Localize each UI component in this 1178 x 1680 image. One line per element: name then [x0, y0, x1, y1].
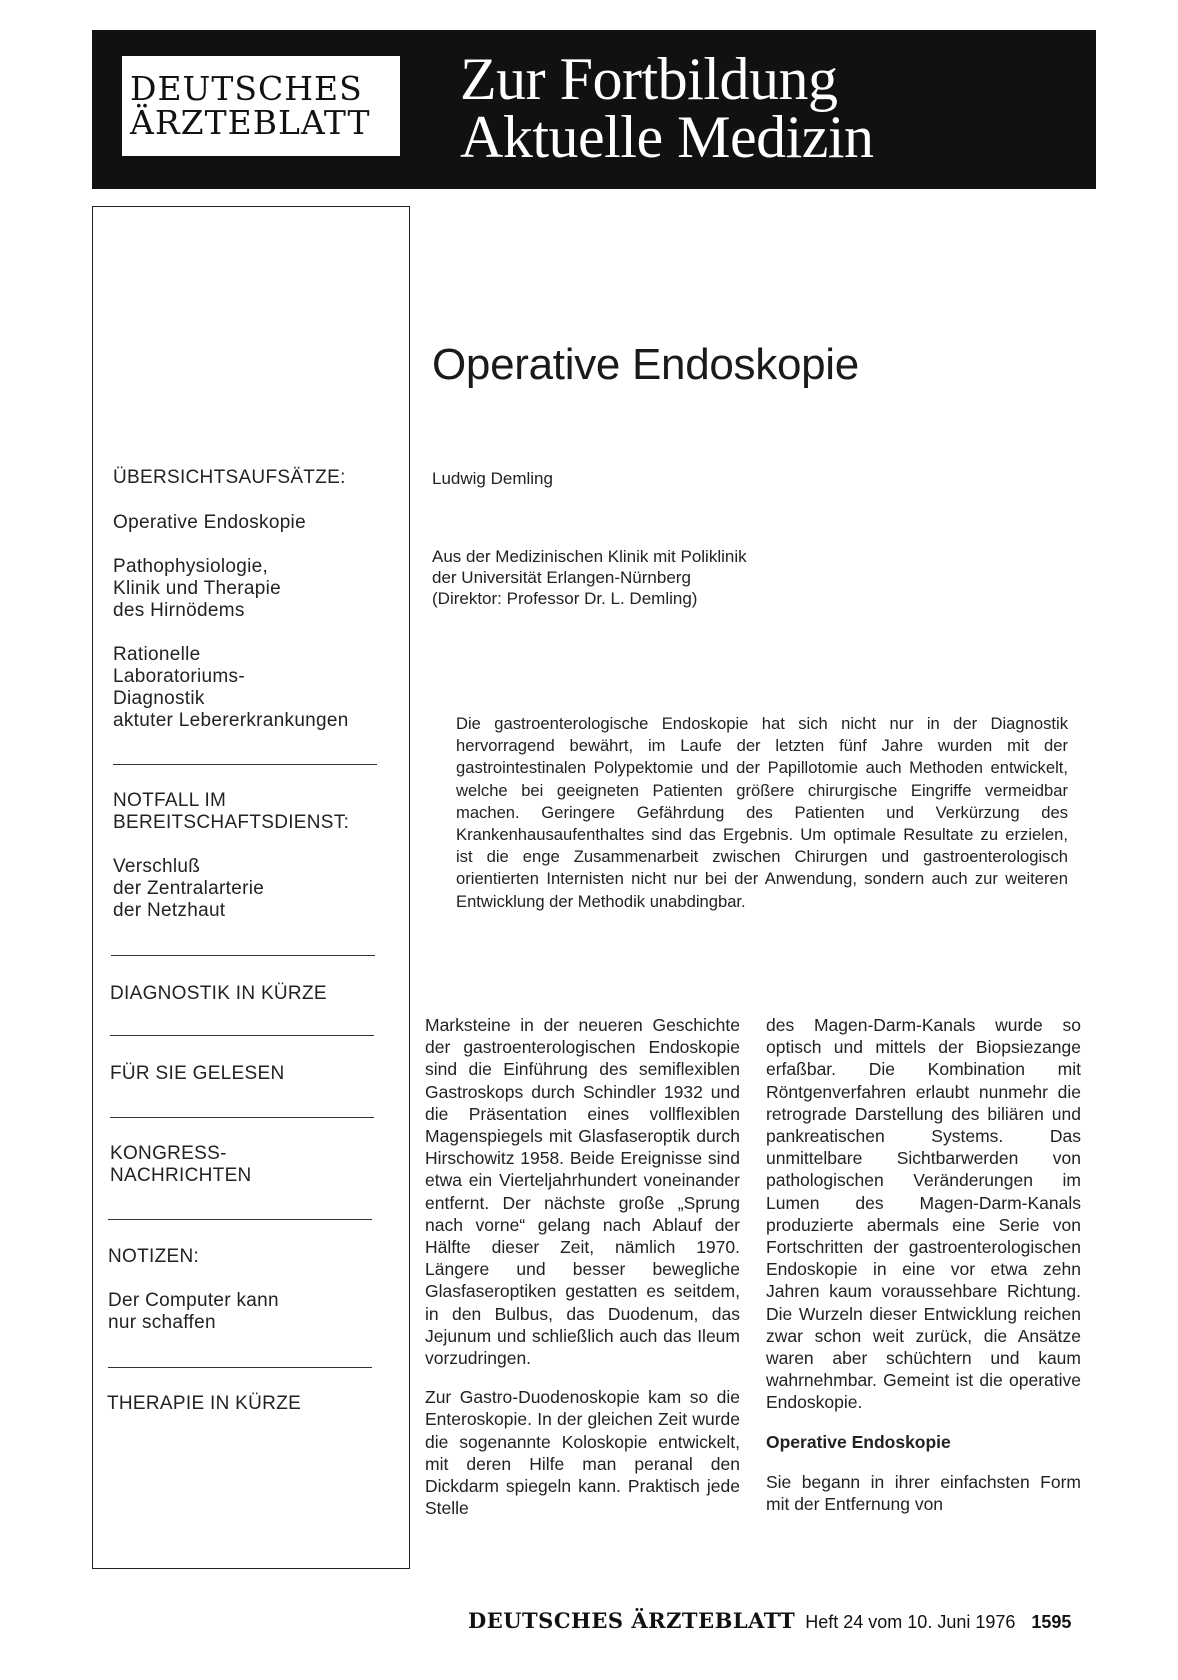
- sidebar-item-hirnoedem-2[interactable]: Klinik und Therapie: [113, 578, 282, 599]
- sidebar-heading-notizen: NOTIZEN:: [108, 1246, 200, 1267]
- footer-brand: DEUTSCHES ÄRZTEBLATT: [468, 1608, 796, 1633]
- sidebar-heading-overview: ÜBERSICHTSAUFSÄTZE:: [113, 467, 346, 488]
- article-title: Operative Endoskopie: [432, 340, 859, 389]
- sidebar-item-operative-endoskopie[interactable]: Operative Endoskopie: [113, 512, 306, 533]
- body-paragraph: Sie begann in ihrer einfachsten Form mit der Entfernung von: [766, 1471, 1081, 1514]
- sidebar-item-kongress-1[interactable]: KONGRESS-: [110, 1143, 227, 1164]
- article-abstract: Die gastroenterologische Endoskopie hat sich nicht nur in der Diagnostik hervorragend bewährt, im Laufe der letzten fünf Jahre wurden mit der gastrointestinalen Polypektomie und der Papillotomie auch Methoden entwickelt, welche bei geeigneten Patienten größere chirurgische Eingriffe vermeidbar machen. Geringere Gefährdung des Patienten und Verkürzung des Krankenhausaufenthaltes sind das Ergebnis. Um optimale Resultate zu erzielen, ist die enge Zusammenarbeit zwischen Chirurgen und gastroenterologisch orientierten Internisten nicht nur bei der Anwendung, sondern auch zur weiteren Entwicklung der Methodik unabdingbar.: [456, 714, 1068, 911]
- sidebar-item-emergency-2[interactable]: der Zentralarterie: [113, 878, 265, 899]
- body-column-2: [766, 1014, 1081, 1532]
- section-heading: Operative Endoskopie: [766, 1431, 951, 1452]
- sidebar-divider: [110, 1117, 374, 1118]
- sidebar-divider: [108, 1219, 372, 1220]
- sidebar-item-emergency-1[interactable]: Verschluß: [113, 856, 201, 877]
- body-paragraph: Zur Gastro-Duodenoskopie kam so die Enteroskopie. In der gleichen Zeit wurde die sogenannte Koloskopie entwickelt, mit deren Hilfe man peranal den Dickdarm spiegeln kann. Praktisch jede Stelle: [425, 1387, 740, 1519]
- sidebar-item-labor-4[interactable]: aktuter Lebererkrankungen: [113, 710, 349, 731]
- sidebar-divider: [108, 1367, 372, 1368]
- logo-line-2: ÄRZTEBLATT: [130, 103, 371, 142]
- sidebar-item-notizen-1[interactable]: Der Computer kann: [108, 1290, 279, 1311]
- page-number: 1595: [1031, 1612, 1072, 1632]
- affiliation-line-3: (Direktor: Professor Dr. L. Demling): [432, 589, 698, 608]
- sidebar-divider: [110, 1035, 374, 1036]
- sidebar-divider: [111, 955, 375, 956]
- sidebar-item-therapie[interactable]: THERAPIE IN KÜRZE: [107, 1393, 302, 1414]
- sidebar-item-notizen-2[interactable]: nur schaffen: [108, 1312, 216, 1333]
- affiliation-line-1: Aus der Medizinischen Klinik mit Poliklinik: [432, 547, 747, 566]
- sidebar-item-labor-3[interactable]: Diagnostik: [113, 688, 205, 709]
- sidebar-item-hirnoedem-1[interactable]: Pathophysiologie,: [113, 556, 269, 577]
- sidebar-heading-emergency-1: NOTFALL IM: [113, 790, 227, 811]
- section-title-line-1: Zur Fortbildung: [460, 46, 838, 112]
- footer-issue: Heft 24 vom 10. Juni 1976: [805, 1612, 1016, 1632]
- sidebar-item-kongress-2[interactable]: NACHRICHTEN: [110, 1165, 252, 1186]
- logo-line-1: DEUTSCHES: [130, 69, 363, 108]
- article-author: Ludwig Demling: [432, 469, 553, 488]
- sidebar-item-labor-2[interactable]: Laboratoriums-: [113, 666, 245, 687]
- section-title-line-2: Aktuelle Medizin: [460, 104, 874, 170]
- affiliation-line-2: der Universität Erlangen-Nürnberg: [432, 568, 691, 587]
- sidebar-item-diagnostik[interactable]: DIAGNOSTIK IN KÜRZE: [110, 983, 327, 1004]
- section-title: [460, 46, 874, 170]
- sidebar-item-emergency-3[interactable]: der Netzhaut: [113, 900, 226, 921]
- sidebar-divider: [113, 764, 377, 765]
- page-footer: [468, 1608, 1071, 1633]
- sidebar-item-labor-1[interactable]: Rationelle: [113, 644, 201, 665]
- body-column-1: [425, 1014, 740, 1536]
- sidebar-heading-emergency-2: BEREITSCHAFTSDIENST:: [113, 812, 350, 833]
- body-paragraph: des Magen-Darm-Kanals wurde so optisch und mittels der Biopsiezange erfaßbar. Die Kombination mit Röntgenverfahren erlaubt nunmehr die retrograde Darstellung des biliären und pankreatischen Systems. Das unmittelbare Sichtbarwerden von pathologischen Veränderungen im Lumen des Magen-Darm-Kanals produzierte abermals eine Serie von Fortschritten der gastroenterologischen Endoskopie in eine vor etwa zehn Jahren kaum voraussehbare Richtung. Die Wurzeln dieser Entwicklung reichen zwar schon weit zurück, die Ansätze waren aber schüchtern und kaum wahrnehmbar. Gemeint ist die operative Endoskopie.: [766, 1015, 1081, 1413]
- sidebar-item-gelesen[interactable]: FÜR SIE GELESEN: [110, 1063, 285, 1084]
- body-paragraph: Marksteine in der neueren Geschichte der gastroenterologischen Endoskopie sind die Einführung des semiflexiblen Gastroskops durch Schindler 1932 und die Präsentation eines vollflexiblen Magenspiegels mit Glasfaseroptik durch Hirschowitz 1958. Beide Ereignisse sind etwa ein Vierteljahrhundert voneinander entfernt. Der nächste große „Sprung nach vorne“ gelang nach Ablauf der Hälfte dieser Zeit, nämlich 1970. Längere und besser bewegliche Glasfaseroptiken gestatten es seitdem, in den Bulbus, das Duodenum, das Jejunum und schließlich auch das Ileum vorzudringen.: [425, 1015, 740, 1369]
- journal-logo: [120, 54, 402, 158]
- sidebar-item-hirnoedem-3[interactable]: des Hirnödems: [113, 600, 245, 621]
